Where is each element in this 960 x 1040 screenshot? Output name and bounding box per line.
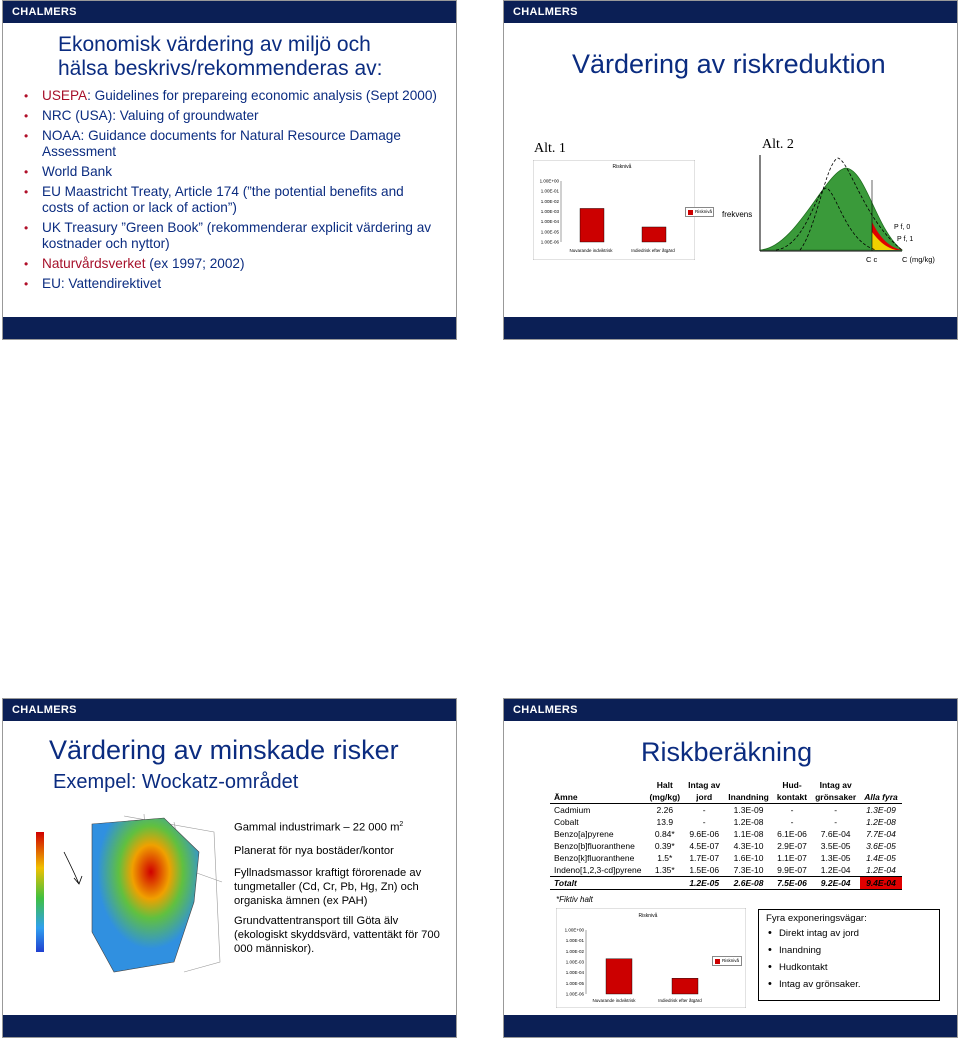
chart-title: Risknivå	[638, 913, 658, 919]
y-tick-label: 1.00E+00	[539, 178, 559, 184]
table-header-row-1: Halt Intag av Hud- Intag av	[656, 780, 852, 790]
list-item: • NOAA: Guidance documents for Natural Resource Damage Assessment	[42, 128, 437, 160]
list-item: • World Bank	[42, 164, 437, 180]
pf0-label: P f, 0	[894, 224, 911, 231]
legend-label: Risknivå	[695, 209, 713, 214]
slide-header	[504, 699, 957, 721]
legend-swatch	[715, 959, 720, 964]
site-description	[234, 818, 449, 956]
bar-2	[672, 978, 698, 994]
table-row: Indeno[1,2,3-cd]pyrene 1.35* 1.5E-06 7.3E-10 9.9E-07 1.2E-04 1.2E-04	[554, 865, 896, 875]
frequency-distribution-diagram	[716, 150, 956, 270]
table-row: Cadmium 2.26 - 1.3E-09 - - 1.3E-09	[554, 805, 896, 815]
risk-bar-chart-alt1	[533, 160, 695, 260]
site-groundwater-text: Grundvattentransport till Göta älv (ekologiskt skyddsvärd, vattentäkt för 700 000 människor).	[234, 914, 440, 955]
x-label-2: Indiedrisk efter åtgärd	[631, 248, 675, 253]
y-tick-label: 1.00E-04	[540, 219, 559, 225]
slide-title: Värdering av minskade risker	[49, 735, 399, 765]
y-tick-label: 1.00E-03	[540, 209, 559, 214]
pathway-list	[766, 928, 932, 990]
list-item: • EU Maastricht Treaty, Article 174 (”the potential benefits and costs of action or lack of action”)	[42, 184, 437, 216]
title-line-2: hälsa beskrivs/rekommenderas av:	[58, 57, 383, 81]
table-row: Cobalt 13.9 - 1.2E-08 - - 1.2E-08	[554, 817, 896, 827]
slide-footer	[504, 317, 957, 339]
table-row: Benzo[a]pyrene 0.84* 9.6E-06 1.1E-08 6.1E-06 7.6E-04 7.7E-04	[554, 829, 896, 839]
y-tick-label: 1.00E-05	[565, 980, 584, 986]
y-tick-label: 1.00E-03	[565, 959, 584, 965]
list-item: • Naturvårdsverket (ex 1997; 2002)	[42, 256, 437, 272]
slide-footer	[3, 317, 456, 339]
site-contamination-text: Fyllnadsmassor kraftigt förorenade av tungmetaller (Cd, Cr, Pb, Hg, Zn) och organiska ämnen (ex PAH)	[234, 866, 422, 907]
table-total-row: Totalt 1.2E-05 2.6E-08 7.5E-06 9.2E-04 9.4E-04	[550, 877, 902, 890]
y-tick-label: 1.00E+00	[564, 927, 584, 933]
list-item: • Direkt intag av jord	[766, 928, 932, 939]
alt2-label: Alt. 2	[762, 137, 794, 152]
bar-2	[642, 227, 666, 242]
y-tick-label: 1.00E-05	[540, 229, 559, 235]
chart-title: Risknivå	[612, 164, 632, 170]
chalmers-logo: CHALMERS	[12, 6, 77, 18]
pf1-label: P f, 1	[897, 236, 914, 243]
legend-label: Risknivå	[722, 958, 740, 963]
frekvens-label: frekvens	[722, 210, 753, 219]
color-scale-bar	[36, 832, 44, 952]
chart-legend	[685, 207, 714, 217]
slide-title: Värdering av riskreduktion	[572, 49, 886, 79]
y-tick-label: 1.00E-01	[565, 938, 584, 944]
contamination-field	[92, 818, 199, 972]
cc-label: C c	[866, 255, 878, 264]
y-tick-label: 1.00E-01	[540, 188, 559, 194]
x-label-1: Nuvarande indviktrisk	[592, 998, 636, 1003]
c-unit-label: C (mg/kg)	[902, 255, 935, 264]
table-row: Benzo[k]fluoranthene 1.5* 1.7E-07 1.6E-10 1.1E-07 1.3E-05 1.4E-05	[554, 853, 896, 863]
x-label-2: Indiedrisk efter åtgärd	[658, 998, 702, 1003]
list-item: • USEPA: Guidelines for prepareing economic analysis (Sept 2000)	[42, 88, 437, 104]
y-tick-label: 1.00E-04	[565, 970, 584, 976]
y-tick-label: 1.00E-02	[540, 198, 559, 204]
fiktiv-note: *Fiktiv halt	[556, 895, 593, 904]
slide-title: Riskberäkning	[641, 737, 813, 767]
list-item: • EU: Vattendirektivet	[42, 276, 437, 292]
legend-swatch	[688, 210, 693, 215]
contamination-site-map	[34, 812, 226, 982]
chart-legend	[712, 956, 742, 966]
chalmers-logo: CHALMERS	[513, 704, 578, 716]
site-plan-text: Planerat för nya bostäder/kontor	[234, 844, 394, 857]
x-label-1: Nuvarande indviktrisk	[569, 248, 613, 253]
reference-list	[42, 88, 437, 296]
title-line-1: Ekonomisk värdering av miljö och	[58, 33, 371, 56]
flow-arrow	[64, 852, 82, 884]
slide-subtitle: Exempel: Wockatz-området	[53, 771, 299, 793]
slide-footer	[3, 1015, 456, 1037]
list-item: • Intag av grönsaker.	[766, 979, 932, 990]
site-area-text: Gammal industrimark – 22 000 $m^2$	[234, 821, 404, 834]
exposure-pathways-box	[758, 909, 940, 1001]
bar-1	[580, 208, 604, 242]
chalmers-logo: CHALMERS	[12, 704, 77, 716]
list-item: • Inandning	[766, 945, 932, 956]
table-header-row-2: Ämne (mg/kg) jord Inandning kontakt grönsaker Alla fyra	[550, 791, 902, 804]
table-row: Benzo[b]fluoranthene 0.39* 4.5E-07 4.3E-10 2.9E-07 3.5E-05 3.6E-05	[554, 841, 896, 851]
slide-header	[3, 699, 456, 721]
bar-1	[606, 959, 632, 994]
alt1-label: Alt. 1	[534, 141, 566, 156]
list-item: • UK Treasury ”Green Book” (rekommenderar explicit värdering av kostnader och nyttor)	[42, 220, 437, 252]
list-item: • Hudkontakt	[766, 962, 932, 973]
box-title: Fyra exponeringsvägar:	[766, 913, 867, 924]
slide-header	[3, 1, 456, 23]
slide-title	[58, 33, 382, 81]
risk-table	[550, 779, 902, 890]
slide-header	[504, 1, 957, 23]
y-tick-label: 1.00E-06	[540, 239, 559, 245]
list-item: • NRC (USA): Valuing of groundwater	[42, 108, 437, 124]
y-tick-label: 1.00E-06	[565, 991, 584, 997]
chalmers-logo: CHALMERS	[513, 6, 578, 18]
y-tick-label: 1.00E-02	[565, 948, 584, 954]
slide-footer	[504, 1015, 957, 1037]
